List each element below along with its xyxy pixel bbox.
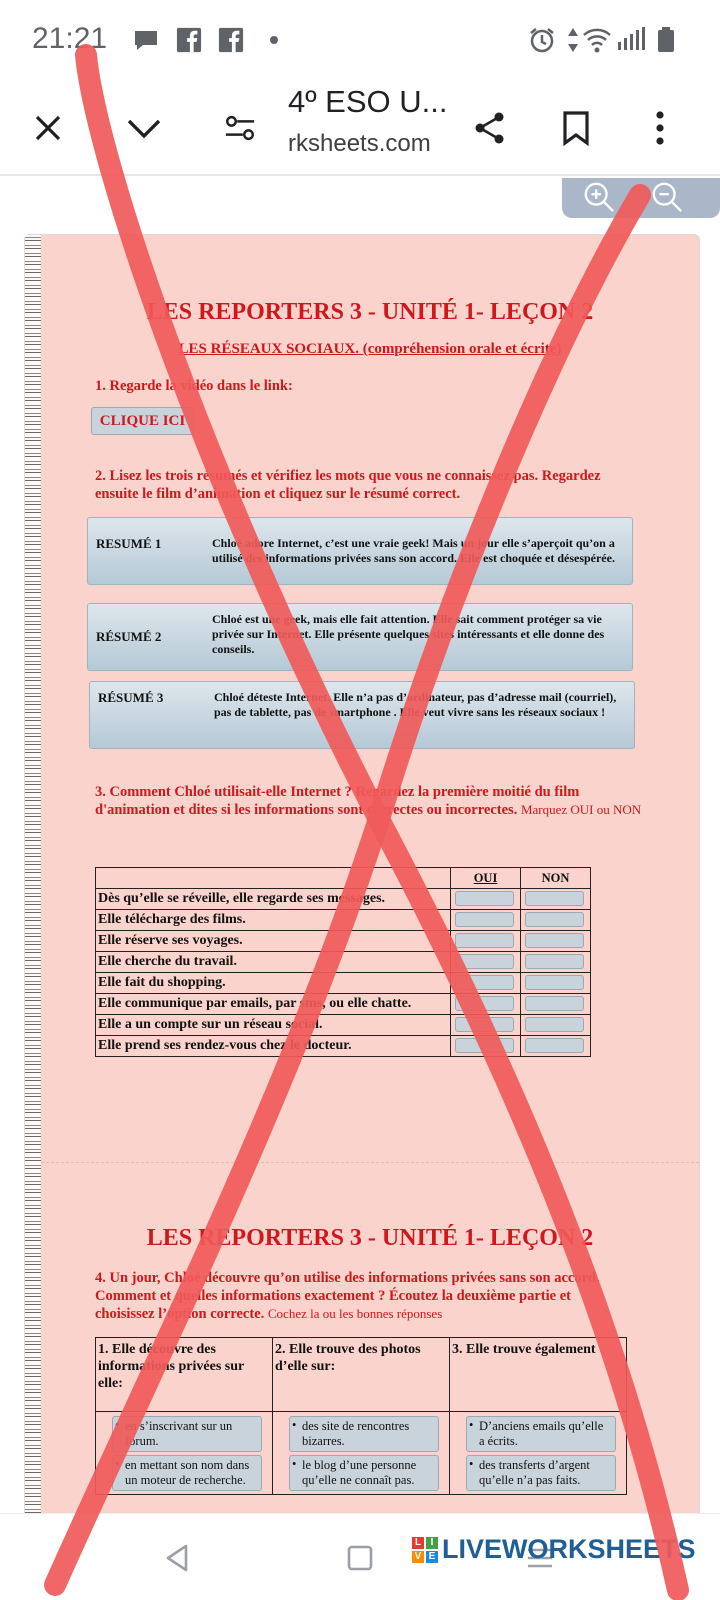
worksheet-title: LES REPORTERS 3 - UNITÉ 1- LEÇON 2 <box>146 299 594 325</box>
oui-answer-box[interactable] <box>451 1015 521 1036</box>
resume-option-2[interactable] <box>87 603 633 671</box>
non-answer-box[interactable] <box>521 994 591 1015</box>
oui-answer-box[interactable] <box>451 931 521 952</box>
non-answer-box[interactable] <box>521 952 591 973</box>
logo-letter: V <box>412 1551 424 1563</box>
resume-option-1[interactable] <box>87 517 633 585</box>
web-content[interactable] <box>0 178 720 1513</box>
column-header: 2. Elle trouve des photos d’elle sur: <box>273 1338 450 1412</box>
statement: Elle a un compte sur un réseau social. <box>96 1015 451 1036</box>
options-table <box>95 1337 627 1495</box>
clique-ici-button[interactable]: CLIQUE ICI <box>91 407 194 435</box>
answer-option[interactable]: • en mettant son nom dans un moteur de recherche. <box>112 1455 262 1491</box>
question-3 <box>95 783 645 819</box>
resume-text: Chloé déteste Internet. Elle n’a pas d’ordinateur, pas d’adresse mail (courriel), pas de tablette, pas de smartphone . Elle veut vivre sans les réseaux sociaux ! <box>214 690 617 719</box>
table-row <box>96 889 591 910</box>
data-arrows-icon <box>566 26 580 54</box>
oui-answer-box[interactable] <box>451 1036 521 1057</box>
worksheet-title-page-2: LES REPORTERS 3 - UNITÉ 1- LEÇON 2 <box>146 1225 594 1251</box>
non-header: NON <box>521 868 591 889</box>
oui-answer-box[interactable] <box>451 994 521 1015</box>
dot-icon <box>268 26 280 54</box>
page-settings-icon[interactable] <box>212 100 268 156</box>
table-row <box>96 973 591 994</box>
answer-option[interactable]: • le blog d’une personne qu’elle ne connaît pas. <box>289 1455 439 1491</box>
navigation-bar <box>0 1513 720 1600</box>
table-row <box>96 1015 591 1036</box>
battery-icon <box>656 26 676 54</box>
question-3-text: 3. Comment Chloé utilisait-elle Internet ? Regardez la première moitié du film d'animation et dites si les informations sont correctes ou incorrectes. <box>95 784 580 818</box>
chat-bubble-icon <box>132 26 160 54</box>
logo-letter: E <box>426 1551 438 1563</box>
options-column-1 <box>96 1412 273 1495</box>
table-header-blank <box>96 868 451 889</box>
alarm-icon <box>528 26 556 54</box>
back-icon[interactable] <box>156 1536 200 1580</box>
options-column-3 <box>450 1412 627 1495</box>
resume-label: RÉSUMÉ 3 <box>98 690 164 705</box>
notebook-spine <box>25 235 41 1513</box>
non-answer-box[interactable] <box>521 910 591 931</box>
resume-text: Chloé est une geek, mais elle fait attention. Elle sait comment protéger sa vie privée sur Internet. Elle présente quelques sites intéressants et elle donne des conseils. <box>212 612 605 656</box>
more-vert-icon[interactable] <box>632 100 688 156</box>
options-body-row <box>96 1412 627 1495</box>
page-divider <box>41 1162 699 1163</box>
question-2: 2. Lisez les trois résumés et vérifiez les mots que vous ne connaissez pas. Regardez ensuite le film d’animation et cliquez sur le résumé correct. <box>95 468 601 502</box>
statement: Elle communique par emails, par sms, ou elle chatte. <box>96 994 451 1015</box>
oui-answer-box[interactable] <box>451 910 521 931</box>
table-row <box>96 931 591 952</box>
page-title[interactable]: 4º ESO U... <box>288 84 448 119</box>
logo-letter: L <box>412 1537 424 1549</box>
statement: Elle fait du shopping. <box>96 973 451 994</box>
signal-icon <box>616 26 648 54</box>
table-row <box>96 1036 591 1057</box>
options-header-row <box>96 1338 627 1412</box>
column-header: 1. Elle découvre des informations privées sur elle: <box>96 1338 273 1412</box>
resume-text: Chloé adore Internet, c’est une vraie geek! Mais un jour elle s’aperçoit qu’on a utilisé des informations privées sans son accord. Elle est choquée et désespérée. <box>212 536 615 565</box>
question-4-instruction: Cochez la ou les bonnes réponses <box>267 1306 443 1321</box>
oui-answer-box[interactable] <box>451 973 521 994</box>
answer-option[interactable]: • D’anciens emails qu’elle a écrits. <box>466 1416 616 1452</box>
question-4 <box>95 1269 615 1323</box>
non-answer-box[interactable] <box>521 931 591 952</box>
browser-toolbar <box>0 80 720 176</box>
bookmark-icon[interactable] <box>548 100 604 156</box>
table-row <box>96 910 591 931</box>
facebook-icon <box>218 26 244 54</box>
options-column-2 <box>273 1412 450 1495</box>
statement: Elle télécharge des films. <box>96 910 451 931</box>
worksheet-subtitle: LES RÉSEAUX SOCIAUX. (compréhension orale et écrite) <box>178 341 562 357</box>
status-time: 21:21 <box>32 22 108 55</box>
zoom-panel <box>562 178 720 218</box>
logo-grid-icon <box>412 1537 438 1563</box>
column-header: 3. Elle trouve également <box>450 1338 627 1412</box>
statement: Dès qu’elle se réveille, elle regarde ses messages. <box>96 889 451 910</box>
statement: Elle cherche du travail. <box>96 952 451 973</box>
question-1: 1. Regarde la vidéo dans le link: <box>95 378 293 394</box>
answer-option[interactable]: • en s’inscrivant sur un forum. <box>112 1416 262 1452</box>
non-answer-box[interactable] <box>521 1015 591 1036</box>
non-answer-box[interactable] <box>521 1036 591 1057</box>
liveworksheets-logo <box>412 1534 696 1565</box>
oui-non-table <box>95 867 591 1057</box>
non-answer-box[interactable] <box>521 889 591 910</box>
answer-option[interactable]: • des site de rencontres bizarres. <box>289 1416 439 1452</box>
worksheet <box>24 234 700 1513</box>
answer-option[interactable]: • des transferts d’argent qu’elle n’a pas faits. <box>466 1455 616 1491</box>
share-icon[interactable] <box>462 100 518 156</box>
url-text: rksheets.com <box>288 130 431 157</box>
resume-label: RÉSUMÉ 2 <box>96 629 162 644</box>
zoom-in-icon[interactable] <box>582 180 618 216</box>
statement: Elle réserve ses voyages. <box>96 931 451 952</box>
facebook-icon <box>176 26 202 54</box>
resume-option-3[interactable] <box>89 681 635 749</box>
logo-text: LIVEWORKSHEETS <box>442 1534 696 1564</box>
page-url[interactable] <box>288 130 458 158</box>
zoom-out-icon[interactable] <box>650 180 686 216</box>
statement: Elle prend ses rendez-vous chez le docteur. <box>96 1036 451 1057</box>
oui-answer-box[interactable] <box>451 889 521 910</box>
table-header-row <box>96 868 591 889</box>
status-bar <box>0 0 720 80</box>
home-icon[interactable] <box>338 1536 382 1580</box>
table-row <box>96 952 591 973</box>
non-answer-box[interactable] <box>521 973 591 994</box>
resume-label: RESUMÉ 1 <box>96 536 162 551</box>
logo-letter: I <box>426 1537 438 1549</box>
table-row <box>96 994 591 1015</box>
close-icon[interactable] <box>20 100 76 156</box>
question-4-text: 4. Un jour, Chloé découvre qu’on utilise des informations privées sans son accord. Comment et quelles informations exactement ? Écoutez la deuxième partie et choisissez l’option correcte. <box>95 1270 600 1322</box>
wifi-icon <box>582 26 612 54</box>
question-3-instruction: Marquez OUI ou NON <box>520 802 642 817</box>
oui-answer-box[interactable] <box>451 952 521 973</box>
chevron-down-icon[interactable] <box>116 100 172 156</box>
oui-header: OUI <box>451 868 521 889</box>
